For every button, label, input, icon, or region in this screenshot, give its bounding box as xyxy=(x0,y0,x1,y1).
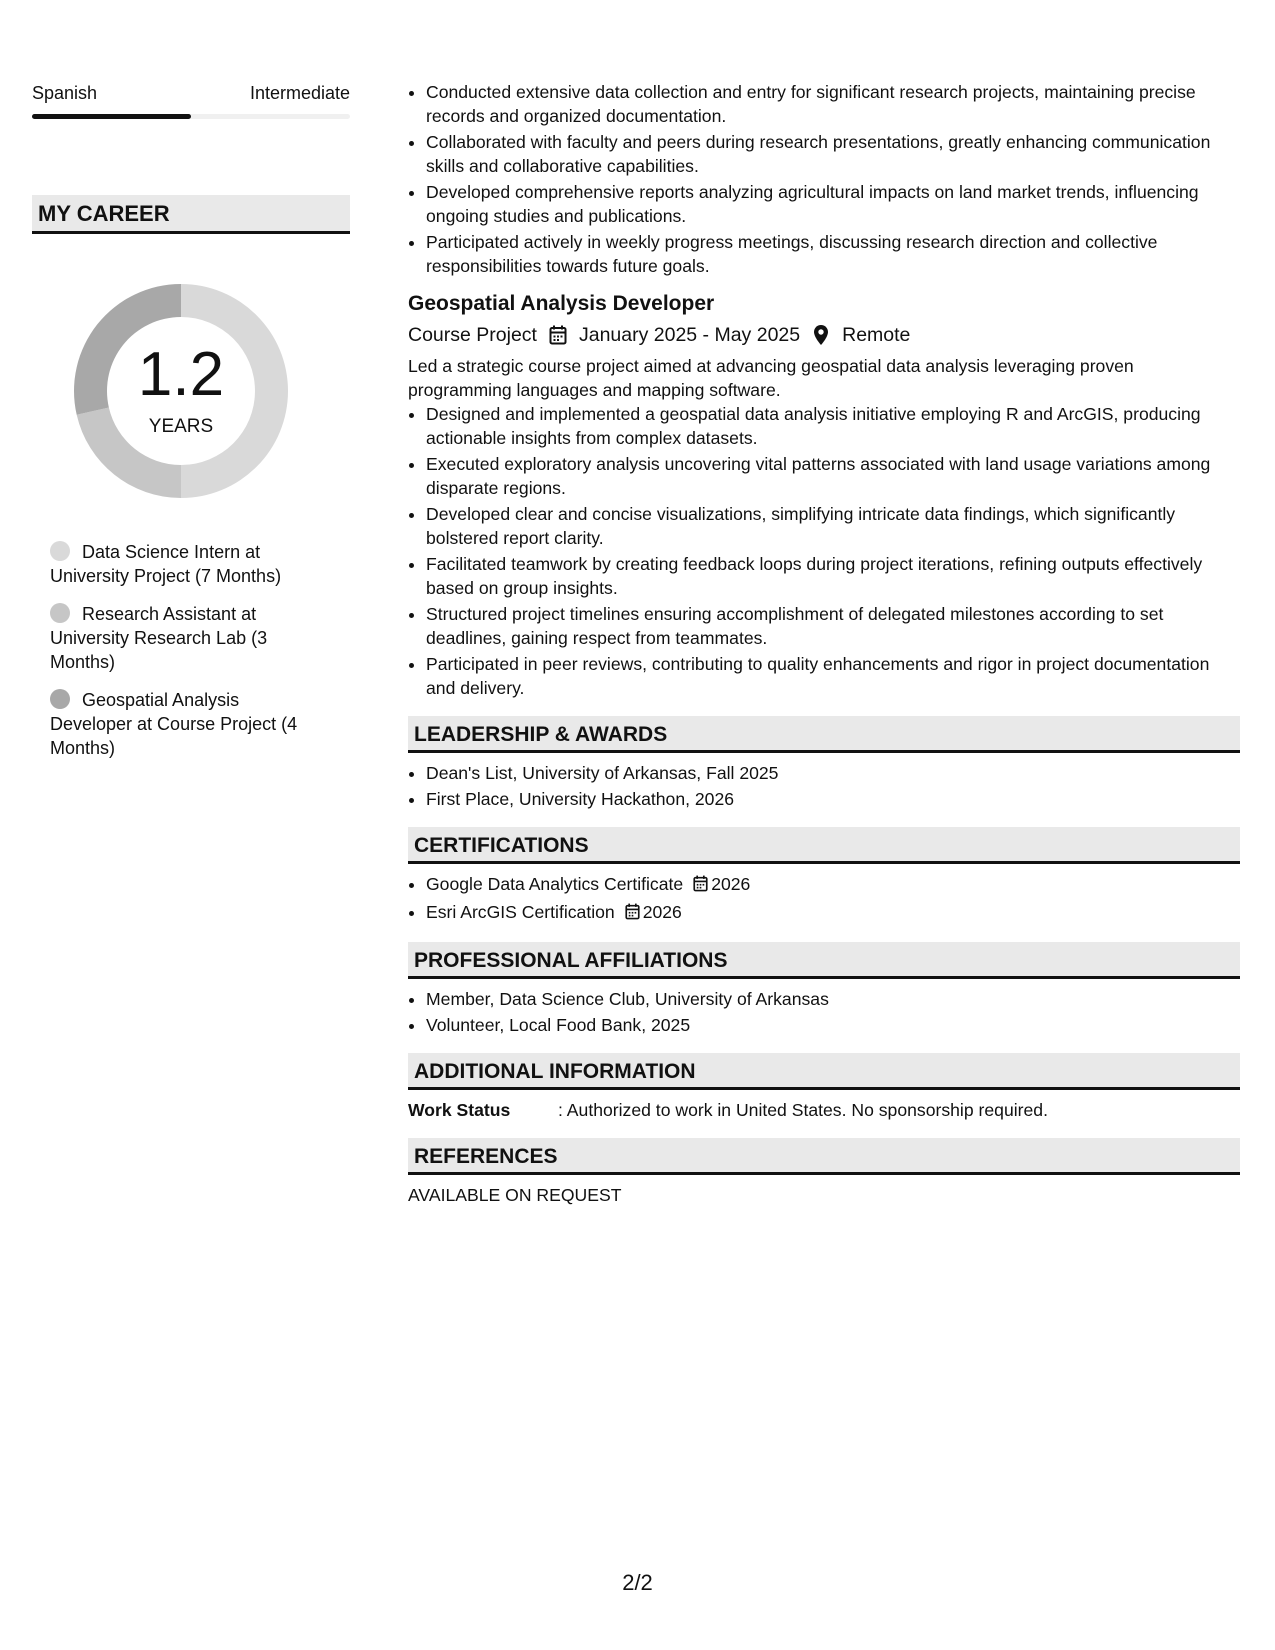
career-donut xyxy=(66,276,296,506)
leadership-list xyxy=(408,761,1240,811)
list-item: • Developed clear and concise visualizations, simplifying intricate data findings, which significantly bolstered report clarity. xyxy=(426,502,1240,550)
references-heading: REFERENCES xyxy=(408,1138,1240,1175)
job-bullets xyxy=(408,402,1240,700)
legend-label: Research Assistant at University Research Lab (3 Months) xyxy=(50,604,268,672)
job-description: Led a strategic course project aimed at advancing geospatial data analysis leveraging proven programming languages and mapping software. xyxy=(408,356,1134,400)
list-item: • Dean's List, University of Arkansas, Fall 2025 xyxy=(426,761,1240,785)
list-item: • Developed comprehensive reports analyzing agricultural impacts on land market trends, influencing ongoing studies and publications. xyxy=(426,180,1240,228)
previous-job-bullets xyxy=(408,80,1240,278)
additional-info-heading: ADDITIONAL INFORMATION xyxy=(408,1053,1240,1090)
language-level: Intermediate xyxy=(249,83,350,103)
work-status-row xyxy=(408,1098,1240,1122)
list-item: • Member, Data Science Club, University of Arkansas xyxy=(426,987,1240,1011)
language-proficiency-fill xyxy=(32,114,191,119)
affiliations-heading: PROFESSIONAL AFFILIATIONS xyxy=(408,942,1240,979)
legend-dot xyxy=(50,603,70,623)
left-column xyxy=(32,80,350,774)
list-item: • Conducted extensive data collection and entry for significant research projects, maintaining precise records and organized documentation. xyxy=(426,80,1240,128)
work-status-label: Work Status xyxy=(408,1100,511,1120)
certification-name: Google Data Analytics Certificate xyxy=(426,874,684,894)
list-item xyxy=(426,900,1240,926)
list-item: • Participated in peer reviews, contributing to quality enhancements and rigor in project documentation and delivery. xyxy=(426,652,1240,700)
job-dates: January 2025 - May 2025 xyxy=(578,324,801,346)
work-status-value: : Authorized to work in United States. No sponsorship required. xyxy=(558,1100,1048,1120)
job-location: Remote xyxy=(842,324,911,346)
language-spanish xyxy=(32,80,350,119)
language-name: Spanish xyxy=(32,83,98,103)
page-number: 2/2 xyxy=(622,1570,653,1595)
job-org: Course Project xyxy=(408,324,537,346)
job-title: Geospatial Analysis Developer xyxy=(408,292,715,315)
legend-label: Geospatial Analysis Developer at Course Project (4 Months) xyxy=(50,690,298,758)
location-pin-icon xyxy=(810,324,832,346)
list-item xyxy=(426,872,1240,898)
list-item: • Structured project timelines ensuring accomplishment of delegated milestones according to set deadlines, gaining respect from teammates. xyxy=(426,602,1240,650)
certification-year: 2026 xyxy=(711,874,751,894)
language-proficiency-bar xyxy=(32,114,350,119)
affiliations-list xyxy=(408,987,1240,1037)
calendar-icon xyxy=(693,874,708,898)
list-item: • Facilitated teamwork by creating feedback loops during project iterations, refining outputs effectively based on group insights. xyxy=(426,552,1240,600)
list-item: • Collaborated with faculty and peers during research presentations, greatly enhancing communication skills and collaborative capabilities. xyxy=(426,130,1240,178)
certification-year: 2026 xyxy=(642,902,682,922)
certifications-list xyxy=(408,872,1240,926)
calendar-icon xyxy=(547,324,569,346)
legend-dot xyxy=(50,541,70,561)
career-unit: YEARS xyxy=(148,416,214,437)
certification-name: Esri ArcGIS Certification xyxy=(426,902,615,922)
right-column xyxy=(408,80,1240,1207)
list-item: • Volunteer, Local Food Bank, 2025 xyxy=(426,1013,1240,1037)
list-item: • Participated actively in weekly progress meetings, discussing research direction and collective responsibilities towards future goals. xyxy=(426,230,1240,278)
legend-item xyxy=(50,540,320,588)
calendar-icon xyxy=(625,902,640,926)
legend-label: Data Science Intern at University Project (7 Months) xyxy=(50,542,282,586)
legend-item xyxy=(50,602,320,674)
list-item: • Executed exploratory analysis uncovering vital patterns associated with land usage variations among disparate regions. xyxy=(426,452,1240,500)
career-legend xyxy=(50,540,320,760)
legend-item xyxy=(50,688,320,760)
career-heading: MY CAREER xyxy=(32,195,350,234)
job-meta xyxy=(408,320,1240,350)
references-text: AVAILABLE ON REQUEST xyxy=(408,1185,622,1205)
legend-dot xyxy=(50,689,70,709)
leadership-heading: LEADERSHIP & AWARDS xyxy=(408,716,1240,753)
list-item: • First Place, University Hackathon, 2026 xyxy=(426,787,1240,811)
career-total: 1.2 xyxy=(137,340,225,409)
certifications-heading: CERTIFICATIONS xyxy=(408,827,1240,864)
list-item: • Designed and implemented a geospatial data analysis initiative employing R and ArcGIS, producing actionable insights from complex datasets. xyxy=(426,402,1240,450)
